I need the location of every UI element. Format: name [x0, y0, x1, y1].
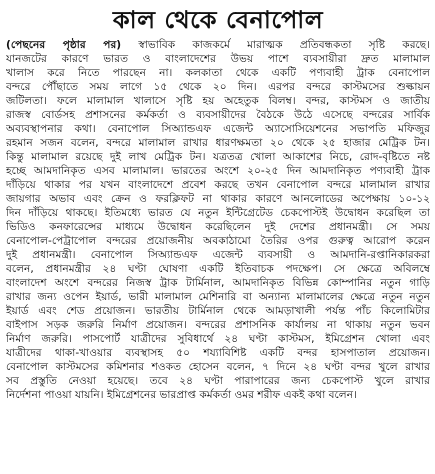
article-line: হচ্ছে আমদানিকৃত এসব মালামাল। ভারতের অংশে ২০-২৫ দিন আমদানিকৃত পণ্যবাহী ট্রাক: [6, 165, 430, 177]
article-line: বেনাপোল-পেট্রাপোল বন্দরের প্রয়োজনীয় অবকাঠামো তৈরির ওপর গুরুত্ব আরোপ করেন: [6, 235, 430, 247]
article-line: জটিলতা। ফলে মালামাল খালাসে সৃষ্টি হয় অহেতুক বিলম্ব। বন্দর, কাস্টমস ও জাতীয়: [6, 95, 430, 107]
article-line-text: স্বাভাবিক কাজকর্মে মারাত্মক প্রতিবন্ধকতা সৃষ্টি করছে।: [138, 39, 430, 51]
article-line: রাজস্ব বোর্ডসহ প্রশাসনের কর্মকর্তা ও ব্যবসায়ীদের বৈঠকে উঠে এসেছে বন্দরের সার্বিক: [6, 109, 430, 121]
article-line: নির্দেশনা পাওয়া যায়নি। ইমিগ্রেশনের ভারপ্রাপ্ত কর্মকর্তা ওমর শরীফ একই কথা বলেন।: [6, 389, 357, 401]
article-line: কিন্তু মালামাল রয়েছে দুই লাখ মেট্রিক টন। যত্রতত্র খোলা আকাশের নিচে, রোদ-বৃষ্টিতে নষ্ট: [6, 151, 430, 163]
article-line: সব প্রস্তুতি নেওয়া হয়েছে। তবে ২৪ ঘণ্টা পারাপারের জন্য চেকপোস্ট খুলে রাখার: [6, 375, 430, 387]
article-line: দাঁড়িয়ে থাকার পর যখন বাংলাদেশে প্রবেশ করছে তখন বেনাপোল বন্দরে মালামাল রাখার: [6, 179, 430, 191]
article-line: [6, 38, 430, 52]
article-line: বেনাপোল কাস্টমসের কমিশনার শওকত হোসেন বলেন, ৭ দিনে ২৪ ঘণ্টা বন্দর খুলে রাখার: [6, 361, 430, 373]
article-line: বন্দরে পৌঁছাতে সময় লাগে ১৫ থেকে ২০ দিন। এরপর বন্দরে কাস্টমসের শুল্কায়ন: [6, 81, 430, 93]
article-body: [6, 38, 430, 402]
headline: কাল থেকে বেনাপোল: [112, 5, 324, 34]
article-line: বাংলাদেশ অংশে বন্দরের নিজস্ব ট্রাক টার্মিনাল, আমদানিকৃত বিভিন্ন কোম্পানির নতুন গাড়ি: [6, 277, 430, 289]
article-line: রহমান সজন বলেন, বন্দরে মালামাল রাখার ধারণক্ষমতা ২০ থেকে ২৫ হাজার মেট্রিক টন।: [6, 137, 430, 149]
article-line: ভিডিও কনফারেন্সের মাধ্যমে উদ্বোধন করেছিলেন দুই দেশের প্রধানমন্ত্রী। সে সময়: [6, 221, 430, 233]
article-line: জায়গার অভাব এবং ক্রেন ও ফরক্লিফট না থাকার কারণে আনলোডের অপেক্ষায় ১০-১২: [6, 193, 430, 205]
article-line: যানজটের কারণে ভারত ও বাংলাদেশের উভয় পাশে ব্যবসায়ীরা দ্রুত মালামাল: [6, 53, 430, 65]
article-line: যাত্রীদের থাকা-খাওয়ার ব্যবস্থাসহ ৫০ শয্যাবিশিষ্ট একটি বন্দর হাসপাতাল প্রয়োজন।: [6, 347, 430, 359]
article-line: ইয়ার্ড এবং শেড প্রয়োজন। ভারতীয় টার্মিনাল থেকে আমড়াখালী পর্যন্ত পাঁচ কিলোমিটার: [6, 305, 430, 317]
article-line: অব্যবস্থাপনার কথা। বেনাপোল সিঅ্যান্ডএফ এজেন্ট অ্যাসোসিয়েশনের সভাপতি মফিজুর: [6, 123, 430, 135]
article-line: বলেন, প্রধানমন্ত্রীর ২৪ ঘণ্টা ঘোষণা একটি ইতিবাচক পদক্ষেপ। সে ক্ষেত্রে অবিলম্বে: [6, 263, 430, 275]
article-line: খালাস করে নিতে পারছেন না। কলকাতা থেকে একটি পণ্যবাহী ট্রাক বেনাপোল: [6, 67, 430, 79]
article-line: দিন দাঁড়িয়ে থাকছে। ইতিমধ্যে ভারত যে নতুন ইন্টিগ্রেটেড চেকপোস্টই উদ্বোধন করেছিল তা: [6, 207, 430, 219]
article-line: রাখার জন্য ওপেন ইয়ার্ড, ভারী মালামাল মেশিনারি বা অন্যান্য মালামালের ক্ষেত্রে নতুন নতুন: [6, 291, 430, 303]
article-line: দুই প্রধানমন্ত্রী। বেনাপোল সিঅ্যান্ডএফ এজেন্ট ব্যবসায়ী ও আমদানি-রপ্তানিকারকরা: [6, 249, 430, 261]
article-line: বাইপাস সড়ক জরুরি নির্মাণ প্রয়োজন। বন্দরের প্রশাসনিক কার্যালয় না থাকায় নতুন ভবন: [6, 319, 430, 331]
article-line: নির্মাণ জরুরি। পাসপোর্ট যাত্রীদের সুবিধার্থে ২৪ ঘণ্টা কাস্টমস, ইমিগ্রেশন খোলা এবং: [6, 333, 430, 345]
kicker: (পেছনের পৃষ্ঠার পর): [6, 39, 122, 51]
